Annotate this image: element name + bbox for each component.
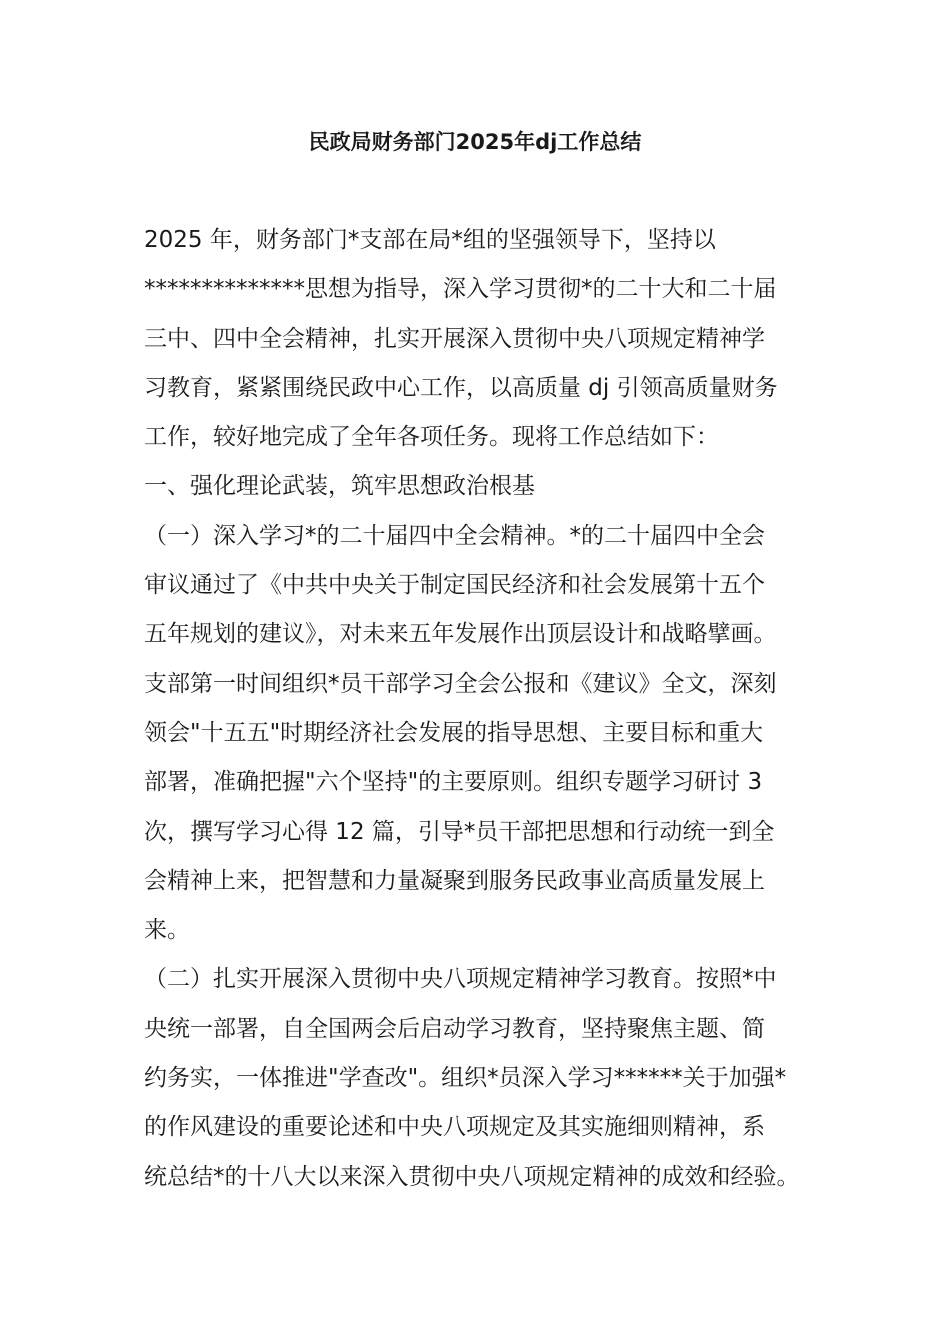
body-line: 领会"十五五"时期经济社会发展的指导思想、主要目标和重大: [144, 719, 764, 746]
body-line: 支部第一时间组织*员干部学习全会公报和《建议》全文，深刻: [144, 670, 777, 697]
body-line: 统总结*的十八大以来深入贯彻中央八项规定精神的成效和经验。: [144, 1163, 800, 1190]
section-heading: 一、强化理论武装，筑牢思想政治根基: [144, 473, 535, 500]
body-line: **************思想为指导，深入学习贯彻*的二十大和二十届: [144, 276, 777, 303]
document-title: 民政局财务部门2025年dj工作总结: [308, 130, 642, 154]
body-line: 来。: [144, 917, 190, 944]
body-line: 五年规划的建议》，对未来五年发展作出顶层设计和战略擘画。: [144, 621, 777, 648]
body-line: 三中、四中全会精神，扎实开展深入贯彻中央八项规定精神学: [144, 325, 765, 352]
body-line: （一）深入学习*的二十届四中全会精神。*的二十届四中全会: [144, 522, 765, 549]
body-line: 习教育，紧紧围绕民政中心工作，以高质量 dj 引领高质量财务: [144, 374, 778, 401]
body-line: 工作，较好地完成了全年各项任务。现将工作总结如下：: [144, 424, 719, 451]
body-line: 次，撰写学习心得 12 篇，引导*员干部把思想和行动统一到全: [144, 818, 775, 845]
body-line: （二）扎实开展深入贯彻中央八项规定精神学习教育。按照*中: [144, 966, 777, 993]
body-line: 约务实，一体推进"学查改"。组织*员深入学习******关于加强*: [144, 1065, 787, 1092]
document-body: [144, 216, 824, 1202]
body-line: 会精神上来，把智慧和力量凝聚到服务民政事业高质量发展上: [144, 867, 765, 894]
body-line: 的作风建设的重要论述和中央八项规定及其实施细则精神，系: [144, 1114, 765, 1141]
body-line: 部署，准确把握"六个坚持"的主要原则。组织专题学习研讨 3: [144, 769, 763, 796]
body-line: 2025 年，财务部门*支部在局*组的坚强领导下，坚持以: [144, 227, 716, 253]
body-line: 央统一部署，自全国两会后启动学习教育，坚持聚焦主题、简: [144, 1015, 765, 1042]
body-line: 审议通过了《中共中央关于制定国民经济和社会发展第十五个: [144, 572, 765, 599]
